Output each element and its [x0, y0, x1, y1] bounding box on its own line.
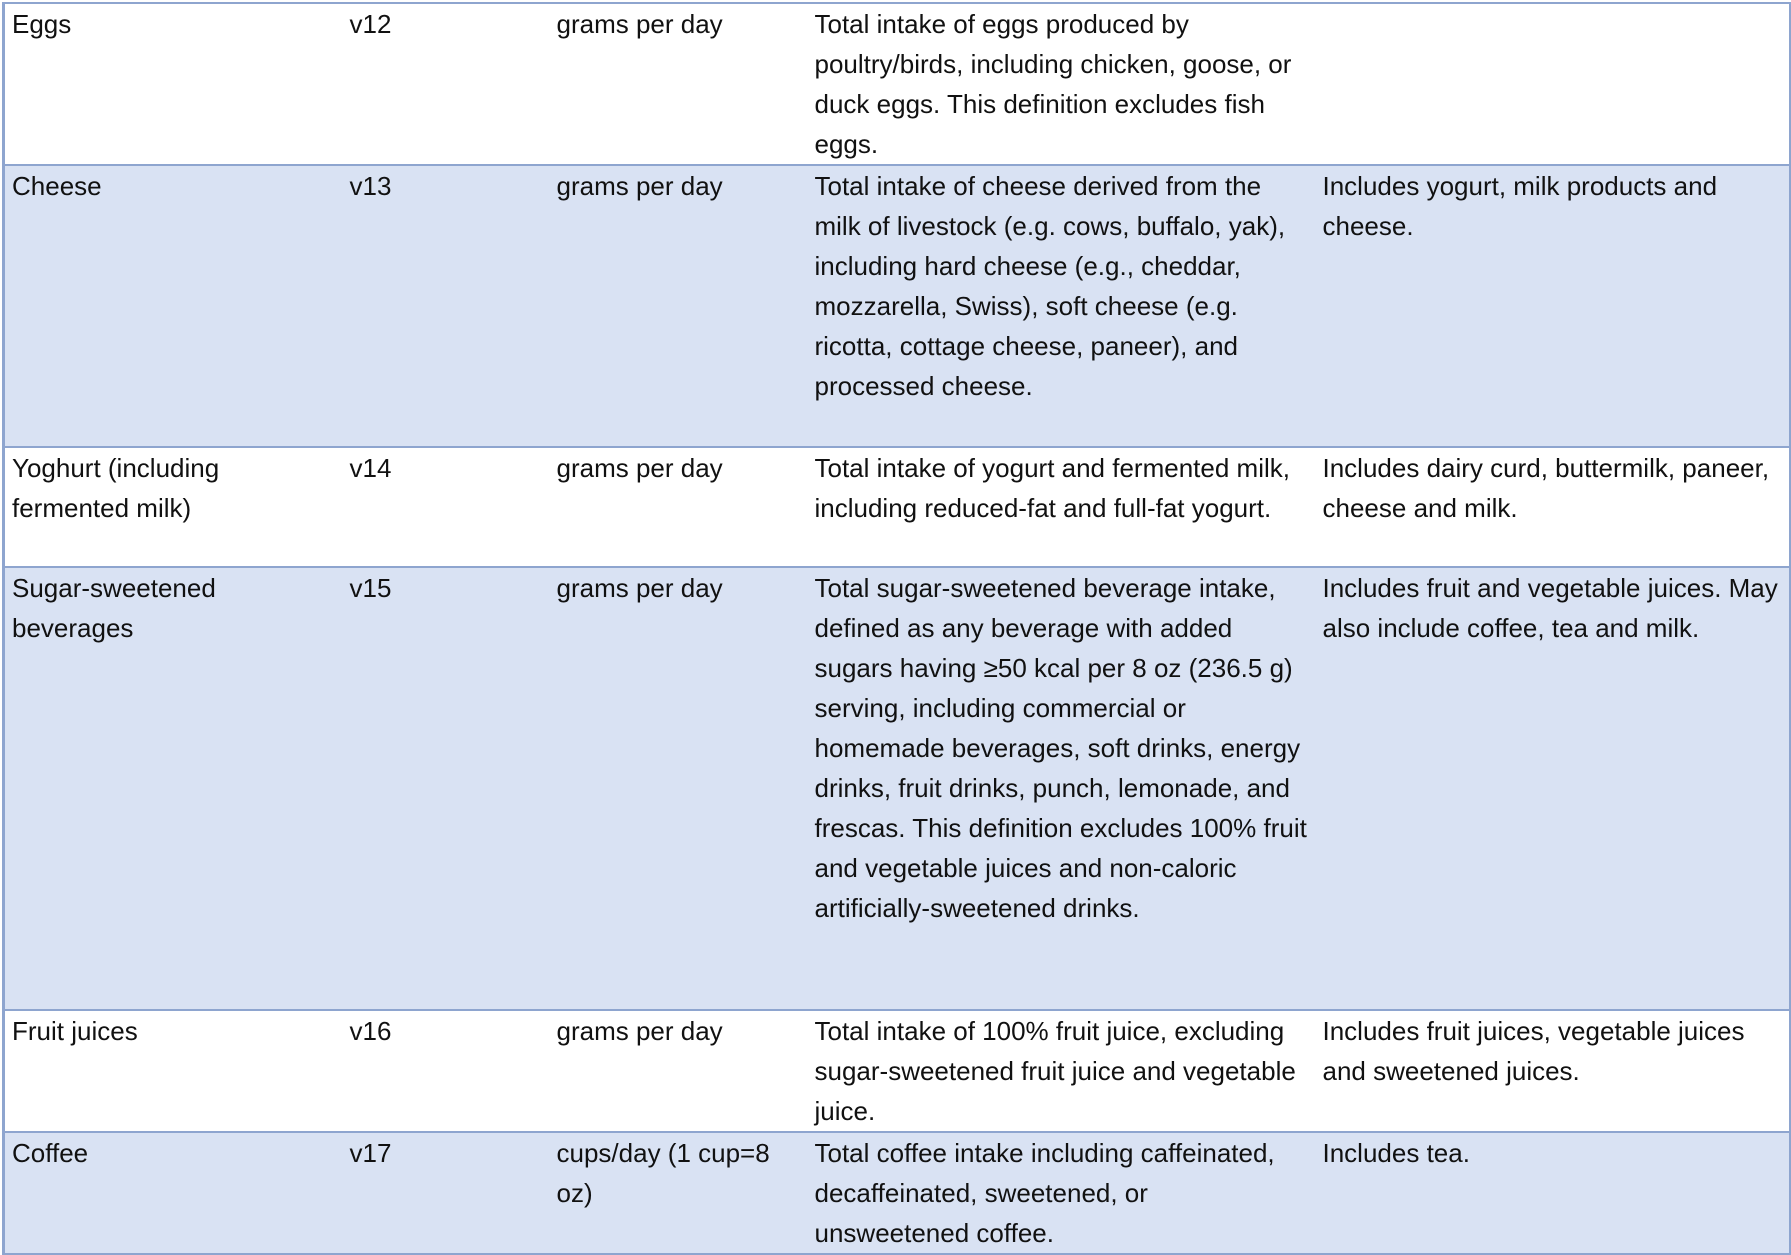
unit-cell: cups/day (1 cup=8 oz) [550, 1132, 808, 1254]
variable-code-cell: v13 [343, 165, 550, 447]
notes-cell [1316, 3, 1791, 165]
food-cell: Cheese [4, 165, 343, 447]
definition-cell: Total coffee intake including caffeinated, decaffeinated, sweetened, or unsweetened coffee. [808, 1132, 1316, 1254]
food-cell: Sugar-sweetened beverages [4, 567, 343, 1010]
notes-cell: Includes dairy curd, buttermilk, paneer, cheese and milk. [1316, 447, 1791, 567]
variable-code-cell: v12 [343, 3, 550, 165]
unit-cell: grams per day [550, 1010, 808, 1132]
notes-cell: Includes fruit and vegetable juices. May also include coffee, tea and milk. [1316, 567, 1791, 1010]
variable-code-cell: v15 [343, 567, 550, 1010]
definition-cell: Total intake of 100% fruit juice, excluding sugar-sweetened fruit juice and vegetable juice. [808, 1010, 1316, 1132]
table-row [4, 3, 1791, 165]
unit-cell: grams per day [550, 447, 808, 567]
food-cell: Fruit juices [4, 1010, 343, 1132]
unit-cell: grams per day [550, 567, 808, 1010]
table-row [4, 447, 1791, 567]
definition-cell: Total intake of yogurt and fermented milk, including reduced-fat and full-fat yogurt. [808, 447, 1316, 567]
table-row [4, 567, 1791, 1010]
dietary-variables-table [2, 2, 1791, 1255]
notes-cell: Includes tea. [1316, 1132, 1791, 1254]
notes-cell: Includes fruit juices, vegetable juices and sweetened juices. [1316, 1010, 1791, 1132]
notes-cell: Includes yogurt, milk products and cheese. [1316, 165, 1791, 447]
food-cell: Yoghurt (including fermented milk) [4, 447, 343, 567]
unit-cell: grams per day [550, 3, 808, 165]
definition-cell: Total intake of eggs produced by poultry/birds, including chicken, goose, or duck eggs. This definition excludes fish eggs. [808, 3, 1316, 165]
table-row [4, 165, 1791, 447]
variable-code-cell: v17 [343, 1132, 550, 1254]
food-cell: Eggs [4, 3, 343, 165]
unit-cell: grams per day [550, 165, 808, 447]
table-row [4, 1132, 1791, 1254]
definition-cell: Total intake of cheese derived from the milk of livestock (e.g. cows, buffalo, yak), including hard cheese (e.g., cheddar, mozzarella, Swiss), soft cheese (e.g. ricotta, cottage cheese, paneer), and processed cheese. [808, 165, 1316, 447]
variable-code-cell: v14 [343, 447, 550, 567]
table-row [4, 1010, 1791, 1132]
definition-cell: Total sugar-sweetened beverage intake, defined as any beverage with added sugars having ≥50 kcal per 8 oz (236.5 g) serving, including commercial or homemade beverages, soft drinks, energy drinks, fruit drinks, punch, lemonade, and frescas. This definition excludes 100% fruit and vegetable juices and non-caloric artificially-sweetened drinks. [808, 567, 1316, 1010]
food-cell: Coffee [4, 1132, 343, 1254]
variable-code-cell: v16 [343, 1010, 550, 1132]
